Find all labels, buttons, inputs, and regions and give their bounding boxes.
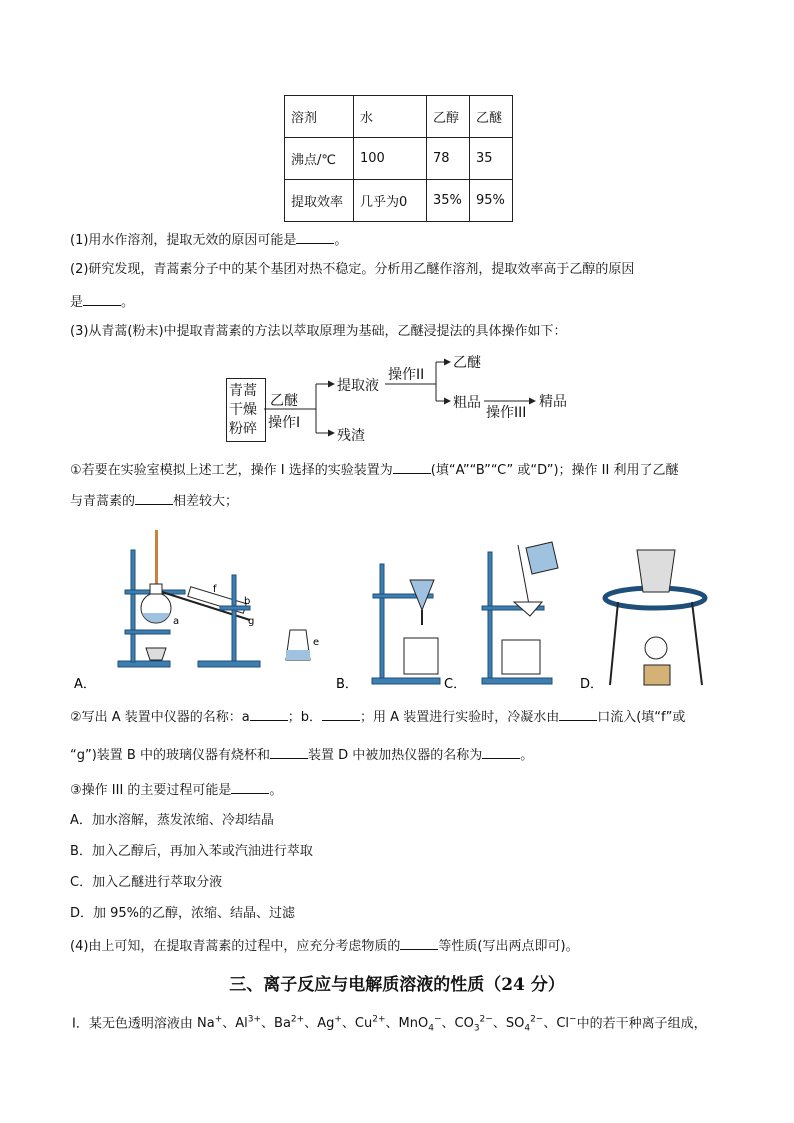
apparatus-figure [70,520,730,695]
table-cell: 100 [354,138,427,180]
question-3-1-line2: 与青蒿素的 相差较大； [70,490,238,512]
op3-label: 操作III [486,405,527,421]
label-f: f [213,584,217,595]
option-c: C．加入乙醚进行萃取分液 [70,875,223,890]
question-4: (4)由上可知，在提取青蒿素的过程中，应充分考虑物质的 等性质(写出两点即可)。 [70,935,579,957]
apparatus-c-filtration [482,542,558,684]
residue-label: 残渣 [337,428,365,444]
answer-blank[interactable] [322,706,360,721]
crude-label: 粗品 [453,395,481,411]
label-a: a [173,616,180,627]
op1-label: 操作I [268,415,301,431]
table-cell: 35 [470,138,513,180]
option-a: A．加水溶解，蒸发浓缩、冷却结晶 [70,813,274,828]
section-title: 三、离子反应与电解质溶液的性质（24 分） [229,975,565,995]
label-b: b [244,596,251,607]
apparatus-b-separatory-funnel [372,564,440,684]
section-first-line: Ⅰ．某无色透明溶液由 Na+、$Al^{3+}$、$Ba^{2+}$、Ag+、$Cu^{2+}$、MnO$_4$−、$CO_3^{2-}$、$SO_4^{2-}$、Cl−中的若干种离子组成， [72,1015,707,1034]
start-box-line: 青蒿 [229,383,257,399]
question-3-3: ③操作 III 的主要过程可能是 。 [70,779,282,801]
question-3-2-line1: ②写出 A 装置中仪器的名称：a ；b． ；用 A 装置进行实验时，冷凝水由 口流入(填“f”或 [70,706,685,728]
start-box-line: 干燥 [229,402,257,418]
apparatus-a-distillation [118,530,319,667]
question-2-line2: 是 。 [70,291,134,313]
answer-blank[interactable] [250,706,288,721]
ether-label: 乙醚 [453,355,481,371]
option-d: D．加 95%的乙醇，浓缩、结晶、过滤 [70,906,296,921]
label-apparatus-c: C． [444,677,467,692]
solvent-label: 乙醚 [270,393,298,409]
table-cell: 95% [470,180,513,222]
table-cell: 乙醇 [427,96,470,138]
label-g: g [248,616,255,627]
option-b: B．加入乙醇后，再加入苯或汽油进行萃取 [70,844,313,859]
answer-blank[interactable] [559,706,597,721]
table-cell: 提取效率 [285,180,354,222]
label-apparatus-d: D． [580,677,604,692]
answer-blank[interactable] [135,490,173,505]
flow-arrows [0,0,794,460]
table-cell: 水 [354,96,427,138]
answer-blank[interactable] [231,779,269,794]
table-cell: 乙醚 [470,96,513,138]
label-e: e [313,637,320,648]
apparatus-d-crucible-heating [605,550,705,685]
table-cell: 78 [427,138,470,180]
label-apparatus-a: A． [74,677,96,692]
ion-list: Na+、$Al^{3+}$、$Ba^{2+}$、Ag+、$Cu^{2+}$、MnO$_4$−、$CO_3^{2-}$、$SO_4^{2-}$、Cl− [196,1015,577,1034]
answer-blank[interactable] [393,459,431,474]
fine-label: 精品 [539,394,567,410]
answer-blank[interactable] [400,935,438,950]
start-box-line: 粉碎 [229,421,257,437]
table-cell: 沸点/℃ [285,138,354,180]
label-apparatus-b: B． [336,677,358,692]
question-3: (3)从青蒿(粉末)中提取青蒿素的方法以萃取原理为基础，乙醚浸提法的具体操作如下： [70,324,567,339]
op2-label: 操作II [388,367,425,383]
question-3-2-line2: “g”)装置 B 中的玻璃仪器有烧杯和 装置 D 中被加热仪器的名称为 。 [70,744,533,766]
question-3-1-line1: ①若要在实验室模拟上述工艺，操作 I 选择的实验装置为 (填“A”“B”“C” 或“D”)；操作 II 利用了乙醚 [70,459,678,481]
answer-blank[interactable] [270,744,308,759]
table-cell: 溶剂 [285,96,354,138]
extract-label: 提取液 [337,378,379,394]
question-1: (1)用水作溶剂，提取无效的原因可能是 。 [70,229,347,251]
answer-blank[interactable] [482,744,520,759]
table-cell: 35% [427,180,470,222]
table-cell: 几乎为0 [354,180,427,222]
question-2-line1: (2)研究发现，青蒿素分子中的某个基团对热不稳定。分析用乙醚作溶剂，提取效率高于乙醇的原因 [70,262,635,277]
